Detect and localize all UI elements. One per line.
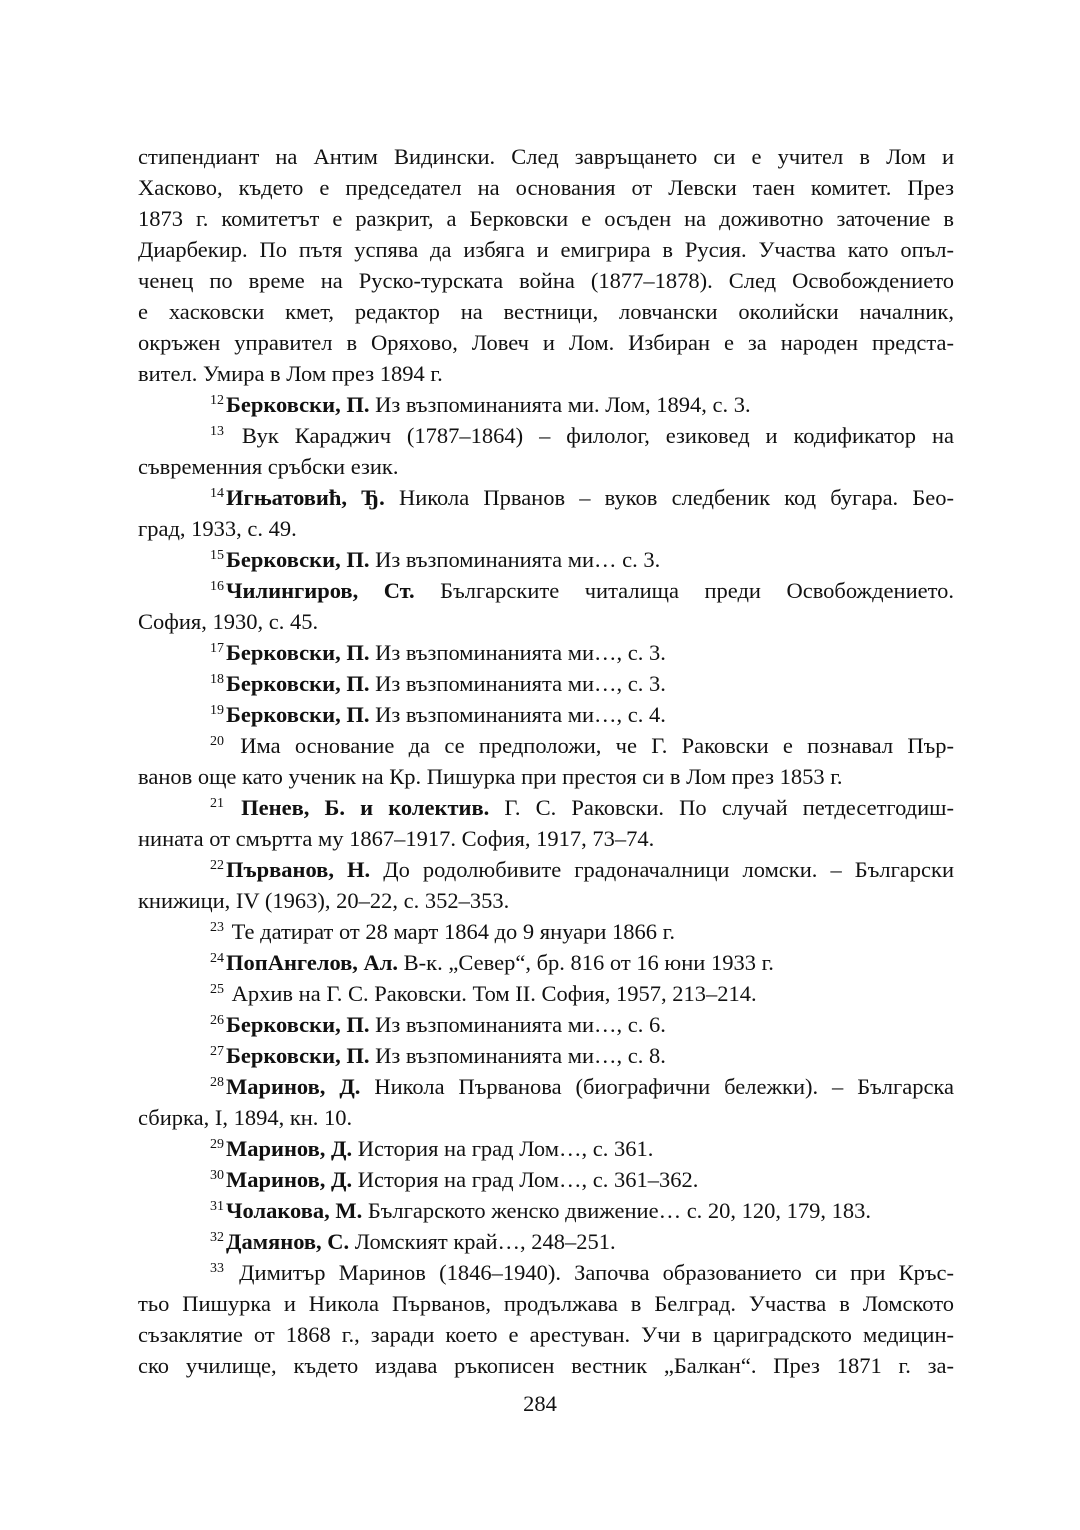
footnote-number: 30 [210, 1168, 224, 1183]
footnote-author: Маринов, Д. [226, 1136, 353, 1161]
footnote [138, 1133, 954, 1164]
footnote-number: 17 [210, 641, 224, 656]
footnote-text: Из възпоминанията ми…, с. 3. [369, 671, 666, 696]
footnote-author: Пенев, Б. и колектив. [226, 795, 490, 820]
footnote-text: Те датират от 28 март 1864 до 9 януари 1866 г. [226, 919, 675, 944]
text-line: вител. Умира в Лом през 1894 г. [138, 361, 443, 386]
footnote [138, 730, 954, 792]
footnote-author: Маринов, Д. [226, 1167, 353, 1192]
footnote [138, 482, 954, 544]
footnote-text: Българското женско движение… с. 20, 120, 179, 183. [362, 1198, 872, 1223]
footnote [138, 699, 954, 730]
footnote-text: Из възпоминанията ми…, с. 4. [369, 702, 666, 727]
footnote-text: Из възпоминанията ми…, с. 8. [369, 1043, 666, 1068]
footnote-text: История на град Лом…, с. 361–362. [352, 1167, 699, 1192]
footnote [138, 637, 954, 668]
text-line: ченец по време на Руско-турската война (1877–1878). След Освобождението [138, 268, 954, 293]
footnote-author: Първанов, Н. [226, 857, 371, 882]
footnote-number: 13 [210, 424, 224, 439]
footnote [138, 792, 954, 854]
footnote-number: 25 [210, 982, 224, 997]
text-line: Диарбекир. По пътя успява да избяга и емигрира в Русия. Участва като опъл- [138, 237, 954, 262]
footnote-text: Из възпоминанията ми…, с. 6. [369, 1012, 666, 1037]
footnote-first-line [138, 389, 954, 420]
footnote-first-line [138, 1133, 954, 1164]
page-body [138, 141, 954, 1381]
text-line: стипендиант на Антим Видински. След завръщането си е учител в Лом и [138, 144, 954, 169]
footnote-author: Чолакова, М. [226, 1198, 363, 1223]
footnote [138, 854, 954, 916]
footnote-first-line [138, 730, 954, 761]
footnote [138, 1009, 954, 1040]
footnote-first-line [138, 637, 954, 668]
footnote-number: 18 [210, 672, 224, 687]
footnote [138, 420, 954, 482]
footnote-author: Берковски, П. [226, 1012, 370, 1037]
footnote-author: Чилингиров, Ст. [226, 578, 415, 603]
footnote-continuation-line: книжици, IV (1963), 20–22, с. 352–353. [138, 888, 510, 913]
footnote-first-line [138, 792, 954, 823]
footnote-text: Вук Караджич (1787–1864) – филолог, езиковед и кодификатор на [226, 423, 954, 448]
footnote-text: Архив на Г. С. Раковски. Том II. София, 1957, 213–214. [226, 981, 757, 1006]
footnote-continuation-line: тьо Пишурка и Никола Първанов, продължава в Белград. Участва в Ломското [138, 1291, 954, 1316]
footnote-number: 24 [210, 951, 224, 966]
footnote-number: 22 [210, 858, 224, 873]
footnote [138, 544, 954, 575]
footnote-first-line [138, 1195, 954, 1226]
text-line: окръжен управител в Оряхово, Ловеч и Лом. Избиран е за народен предста- [138, 330, 954, 355]
footnote [138, 978, 954, 1009]
footnote [138, 389, 954, 420]
footnote-author: Берковски, П. [226, 702, 370, 727]
footnote-author: ПопАнгелов, Ал. [226, 950, 399, 975]
footnote-number: 29 [210, 1137, 224, 1152]
footnote-number: 16 [210, 579, 224, 594]
footnote-number: 20 [210, 734, 224, 749]
footnote-number: 26 [210, 1013, 224, 1028]
footnote-author: Берковски, П. [226, 1043, 370, 1068]
footnote-text: Из възпоминанията ми…, с. 3. [369, 640, 666, 665]
footnote-number: 31 [210, 1199, 224, 1214]
footnote-continuation-line: град, 1933, с. 49. [138, 516, 297, 541]
footnote-first-line [138, 978, 954, 1009]
footnote [138, 575, 954, 637]
footnote-author: Берковски, П. [226, 547, 370, 572]
footnote-first-line [138, 1257, 954, 1288]
footnote [138, 1164, 954, 1195]
footnote-text: Из възпоминанията ми… с. 3. [369, 547, 661, 572]
footnote [138, 916, 954, 947]
footnote [138, 668, 954, 699]
footnotes-list [138, 389, 954, 1381]
footnote-number: 23 [210, 920, 224, 935]
footnote-continuation-line: София, 1930, с. 45. [138, 609, 319, 634]
footnote-first-line [138, 1164, 954, 1195]
footnote-continuation-line: ванов още като ученик на Кр. Пишурка при престоя си в Лом през 1853 г. [138, 764, 843, 789]
footnote-first-line [138, 1071, 954, 1102]
text-line: Хасково, където е председател на основания от Левски таен комитет. През [138, 175, 954, 200]
footnote-text: В-к. „Север“, бр. 816 от 16 юни 1933 г. [398, 950, 774, 975]
footnote-text: Никола Първанова (биографични бележки). – Българска [360, 1074, 955, 1099]
footnote-number: 21 [210, 796, 224, 811]
footnote-text: Никола Прванов – вуков следбеник код бугара. Бео- [384, 485, 954, 510]
footnote-number: 33 [210, 1261, 224, 1276]
footnote-continuation-line: съвременния сръбски език. [138, 454, 399, 479]
footnote-text: Димитър Маринов (1846–1940). Започва образованието си при Кръс- [226, 1260, 954, 1285]
footnote-number: 27 [210, 1044, 224, 1059]
footnote-number: 12 [210, 393, 224, 408]
footnote-author: Дамянов, С. [226, 1229, 350, 1254]
footnote-first-line [138, 854, 954, 885]
footnote-continuation-line: съзаклятие от 1868 г., заради което е арестуван. Учи в цариградското медицин- [138, 1322, 954, 1347]
footnote-first-line [138, 699, 954, 730]
footnote [138, 947, 954, 978]
footnote [138, 1195, 954, 1226]
footnote-number: 19 [210, 703, 224, 718]
footnote-first-line [138, 1226, 954, 1257]
footnote-first-line [138, 420, 954, 451]
footnote-text: До родолюбивите градоначалници ломски. – Български [370, 857, 954, 882]
footnote-first-line [138, 668, 954, 699]
footnote-first-line [138, 947, 954, 978]
footnote-text: Ломският край…, 248–251. [349, 1229, 616, 1254]
page-number: 284 [523, 1391, 557, 1416]
footnote [138, 1071, 954, 1133]
footnote-number: 28 [210, 1075, 224, 1090]
footnote-number: 32 [210, 1230, 224, 1245]
footnote-first-line [138, 916, 954, 947]
footnote-text: Г. С. Раковски. По случай петдесетгодиш- [489, 795, 954, 820]
footnote [138, 1040, 954, 1071]
text-line: 1873 г. комитетът е разкрит, а Берковски е осъден на доживотно заточение в [138, 206, 954, 231]
footnote-author: Берковски, П. [226, 671, 370, 696]
footnote-continuation-line: ско училище, където издава ръкописен вестник „Балкан“. През 1871 г. за- [138, 1353, 954, 1378]
continuation-paragraph [138, 141, 954, 389]
footnote-continuation-line: сбирка, I, 1894, кн. 10. [138, 1105, 353, 1130]
text-line: е хасковски кмет, редактор на вестници, ловчански околийски началник, [138, 299, 954, 324]
footnote-text: История на град Лом…, с. 361. [352, 1136, 654, 1161]
footnote-first-line [138, 1009, 954, 1040]
footnote-first-line [138, 575, 954, 606]
footnote [138, 1226, 954, 1257]
footnote-first-line [138, 482, 954, 513]
footnote-text: Има основание да се предположи, че Г. Раковски е познавал Пър- [226, 733, 954, 758]
footnote-text: Из възпоминанията ми. Лом, 1894, с. 3. [369, 392, 751, 417]
footnote-continuation-line: нината от смъртта му 1867–1917. София, 1917, 73–74. [138, 826, 655, 851]
footnote-first-line [138, 1040, 954, 1071]
footnote-author: Берковски, П. [226, 392, 370, 417]
footnote-number: 15 [210, 548, 224, 563]
footnote-author: Игњатовић, Ђ. [226, 485, 385, 510]
footnote-author: Берковски, П. [226, 640, 370, 665]
footnote-text: Българските читалища преди Освобождението. [414, 578, 955, 603]
footnote-author: Маринов, Д. [226, 1074, 361, 1099]
footnote-number: 14 [210, 486, 224, 501]
footnote-first-line [138, 544, 954, 575]
footnote [138, 1257, 954, 1381]
